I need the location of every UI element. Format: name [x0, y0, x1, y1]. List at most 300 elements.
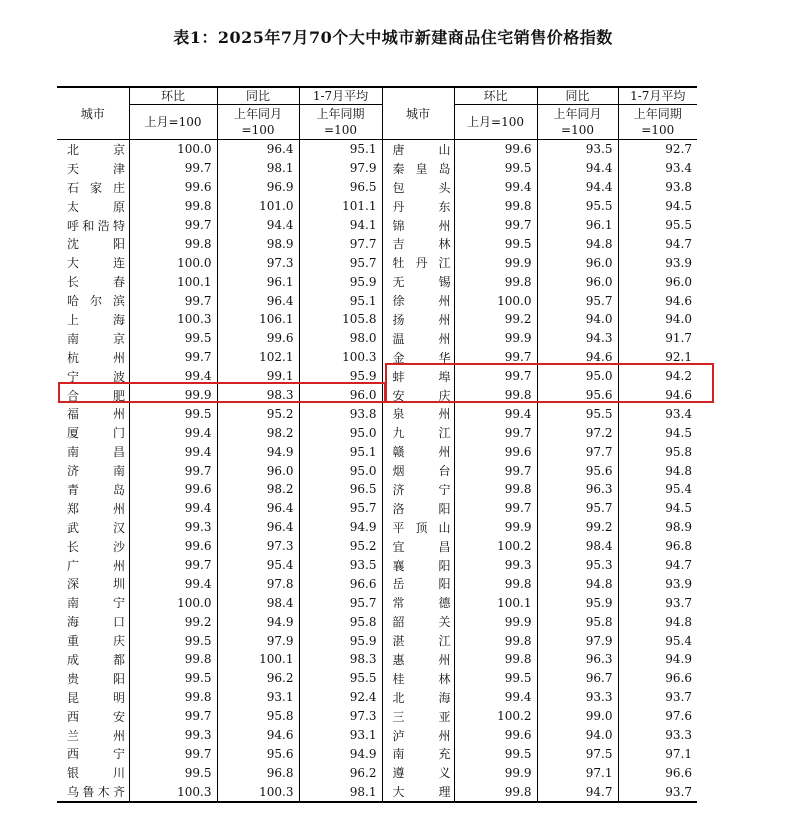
city-name: 洛阳: [392, 501, 451, 516]
avg-value-cell: 93.1: [299, 726, 382, 745]
city-name: 赣州: [392, 445, 451, 460]
table-row: [57, 442, 697, 461]
mom-column-header-left: 环比: [129, 87, 217, 105]
city-cell: [57, 291, 129, 310]
mom-value-cell: 99.5: [129, 404, 217, 423]
mom-value-cell: 100.2: [454, 537, 537, 556]
city-cell: [382, 556, 454, 575]
city-name: 金华: [392, 350, 451, 365]
avg-value-cell: 93.9: [618, 253, 697, 272]
city-cell: [382, 310, 454, 329]
avg-value-cell: 93.7: [618, 593, 697, 612]
city-cell: [57, 348, 129, 367]
mom-value-cell: 99.7: [454, 423, 537, 442]
yoy-value-cell: 96.0: [537, 253, 618, 272]
mom-value-cell: 100.0: [454, 291, 537, 310]
city-cell: [382, 763, 454, 782]
city-name: 牡丹江: [392, 256, 451, 271]
mom-value-cell: 99.7: [129, 707, 217, 726]
city-name: 合肥: [67, 388, 125, 403]
city-cell: [57, 329, 129, 348]
yoy-value-cell: 100.1: [217, 650, 299, 669]
avg-value-cell: 94.6: [618, 291, 697, 310]
city-name: 安庆: [392, 388, 451, 403]
table-row: [57, 253, 697, 272]
city-name: 无锡: [392, 275, 451, 290]
avg-value-cell: 96.6: [618, 763, 697, 782]
avg-value-cell: 93.7: [618, 782, 697, 802]
yoy-value-cell: 96.3: [537, 480, 618, 499]
avg-value-cell: 94.6: [618, 386, 697, 405]
yoy-value-cell: 94.9: [217, 442, 299, 461]
city-name: 韶关: [392, 615, 451, 630]
mom-value-cell: 100.0: [129, 593, 217, 612]
table-row: [57, 197, 697, 216]
city-name: 沈阳: [67, 237, 125, 252]
city-cell: [382, 291, 454, 310]
avg-value-cell: 94.2: [618, 367, 697, 386]
table-row: [57, 669, 697, 688]
mom-value-cell: 99.6: [129, 537, 217, 556]
avg-value-cell: 95.5: [618, 216, 697, 235]
city-cell: [57, 556, 129, 575]
yoy-value-cell: 98.2: [217, 423, 299, 442]
avg-value-cell: 91.7: [618, 329, 697, 348]
mom-value-cell: 99.7: [129, 291, 217, 310]
yoy-value-cell: 95.0: [537, 367, 618, 386]
avg-value-cell: 96.8: [618, 537, 697, 556]
city-cell: [57, 593, 129, 612]
yoy-value-cell: 95.6: [537, 386, 618, 405]
table-row: [57, 612, 697, 631]
city-name: 深圳: [67, 577, 125, 592]
city-name: 天津: [67, 161, 125, 176]
city-name: 桂林: [392, 671, 451, 686]
city-cell: [382, 461, 454, 480]
mom-value-cell: 99.5: [454, 669, 537, 688]
yoy-value-cell: 93.5: [537, 140, 618, 159]
mom-value-cell: 99.8: [129, 688, 217, 707]
city-cell: [382, 631, 454, 650]
mom-value-cell: 100.0: [129, 253, 217, 272]
mom-value-cell: 99.9: [454, 329, 537, 348]
mom-value-cell: 99.5: [129, 763, 217, 782]
table-row: [57, 329, 697, 348]
avg-value-cell: 98.3: [299, 650, 382, 669]
yoy-value-cell: 97.9: [537, 631, 618, 650]
mom-value-cell: 99.6: [454, 140, 537, 159]
city-name: 遵义: [392, 766, 451, 781]
city-name: 哈尔滨: [67, 294, 125, 309]
table-row: [57, 404, 697, 423]
avg-value-cell: 95.0: [299, 423, 382, 442]
mom-value-cell: 99.9: [454, 253, 537, 272]
table-row: [57, 178, 697, 197]
avg-value-cell: 94.5: [618, 197, 697, 216]
city-cell: [382, 442, 454, 461]
city-name: 重庆: [67, 634, 125, 649]
city-cell: [57, 782, 129, 802]
avg-value-cell: 97.6: [618, 707, 697, 726]
mom-value-cell: 99.8: [454, 574, 537, 593]
city-name: 武汉: [67, 520, 125, 535]
city-cell: [382, 688, 454, 707]
city-name: 烟台: [392, 464, 451, 479]
city-name: 杭州: [67, 350, 125, 365]
avg-value-cell: 96.6: [299, 574, 382, 593]
city-name: 惠州: [392, 652, 451, 667]
avg-value-cell: 94.8: [618, 612, 697, 631]
table-row: [57, 310, 697, 329]
city-cell: [382, 480, 454, 499]
mom-value-cell: 99.5: [129, 669, 217, 688]
mom-base-left: 上月=100: [129, 105, 217, 140]
mom-value-cell: 99.2: [454, 310, 537, 329]
city-cell: [57, 480, 129, 499]
yoy-value-cell: 96.0: [537, 272, 618, 291]
city-name: 大连: [67, 256, 125, 271]
table-row: [57, 707, 697, 726]
city-cell: [57, 726, 129, 745]
avg-value-cell: 93.4: [618, 404, 697, 423]
table-row: [57, 423, 697, 442]
city-name: 温州: [392, 331, 451, 346]
city-name: 徐州: [392, 294, 451, 309]
avg-value-cell: 95.5: [299, 669, 382, 688]
city-cell: [57, 234, 129, 253]
avg-value-cell: 98.0: [299, 329, 382, 348]
yoy-value-cell: 93.3: [537, 688, 618, 707]
city-cell: [382, 593, 454, 612]
mom-value-cell: 99.6: [454, 442, 537, 461]
city-cell: [57, 404, 129, 423]
city-name: 北京: [67, 142, 125, 157]
city-cell: [382, 537, 454, 556]
city-name: 秦皇岛: [392, 161, 451, 176]
yoy-value-cell: 95.5: [537, 197, 618, 216]
yoy-value-cell: 99.6: [217, 329, 299, 348]
avg-value-cell: 93.7: [618, 688, 697, 707]
avg-value-cell: 95.2: [299, 537, 382, 556]
avg-value-cell: 95.9: [299, 631, 382, 650]
avg-value-cell: 96.0: [299, 386, 382, 405]
mom-value-cell: 99.4: [129, 367, 217, 386]
avg-value-cell: 97.7: [299, 234, 382, 253]
city-cell: [57, 688, 129, 707]
city-name: 银川: [67, 766, 125, 781]
mom-value-cell: 99.8: [454, 272, 537, 291]
city-name: 湛江: [392, 634, 451, 649]
mom-value-cell: 99.4: [454, 404, 537, 423]
avg-value-cell: 96.0: [618, 272, 697, 291]
yoy-value-cell: 96.2: [217, 669, 299, 688]
city-cell: [57, 650, 129, 669]
yoy-value-cell: 94.8: [537, 574, 618, 593]
mom-value-cell: 99.8: [454, 782, 537, 802]
city-name: 厦门: [67, 426, 125, 441]
yoy-value-cell: 94.7: [537, 782, 618, 802]
avg-value-cell: 95.1: [299, 291, 382, 310]
city-name: 南昌: [67, 445, 125, 460]
city-name: 大理: [392, 785, 451, 800]
city-name: 北海: [392, 690, 451, 705]
yoy-value-cell: 95.5: [537, 404, 618, 423]
city-name: 泸州: [392, 728, 451, 743]
avg-value-cell: 97.3: [299, 707, 382, 726]
yoy-value-cell: 97.1: [537, 763, 618, 782]
city-cell: [57, 461, 129, 480]
table-row: [57, 234, 697, 253]
yoy-value-cell: 96.1: [217, 272, 299, 291]
mom-value-cell: 100.1: [454, 593, 537, 612]
city-cell: [382, 499, 454, 518]
avg-value-cell: 105.8: [299, 310, 382, 329]
yoy-value-cell: 94.8: [537, 234, 618, 253]
city-name: 上海: [67, 312, 125, 327]
yoy-value-cell: 96.7: [537, 669, 618, 688]
city-name: 平顶山: [392, 520, 451, 535]
city-name: 南宁: [67, 596, 125, 611]
table-row: [57, 688, 697, 707]
yoy-value-cell: 99.0: [537, 707, 618, 726]
yoy-value-cell: 96.9: [217, 178, 299, 197]
table-row: [57, 291, 697, 310]
city-cell: [382, 745, 454, 764]
city-name: 唐山: [392, 142, 451, 157]
city-cell: [57, 310, 129, 329]
yoy-value-cell: 96.4: [217, 499, 299, 518]
mom-value-cell: 100.2: [454, 707, 537, 726]
city-cell: [382, 140, 454, 159]
city-cell: [57, 216, 129, 235]
avg-value-cell: 94.8: [618, 461, 697, 480]
avg-value-cell: 97.1: [618, 745, 697, 764]
mom-value-cell: 99.8: [129, 197, 217, 216]
yoy-base-left: 上年同月 =100: [217, 105, 299, 140]
yoy-value-cell: 95.3: [537, 556, 618, 575]
city-cell: [382, 726, 454, 745]
mom-value-cell: 99.7: [129, 461, 217, 480]
avg-value-cell: 97.9: [299, 159, 382, 178]
avg-column-header-left: 1-7月平均: [299, 87, 382, 105]
table-row: [57, 782, 697, 802]
yoy-value-cell: 94.4: [217, 216, 299, 235]
mom-value-cell: 99.5: [454, 159, 537, 178]
mom-value-cell: 99.8: [454, 386, 537, 405]
mom-value-cell: 99.7: [129, 348, 217, 367]
avg-value-cell: 96.6: [618, 669, 697, 688]
yoy-value-cell: 102.1: [217, 348, 299, 367]
mom-value-cell: 99.4: [454, 178, 537, 197]
avg-value-cell: 93.9: [618, 574, 697, 593]
mom-value-cell: 99.3: [129, 726, 217, 745]
city-name: 包头: [392, 180, 451, 195]
yoy-value-cell: 94.4: [537, 178, 618, 197]
yoy-value-cell: 99.2: [537, 518, 618, 537]
city-cell: [382, 650, 454, 669]
yoy-value-cell: 98.2: [217, 480, 299, 499]
table-row: [57, 745, 697, 764]
yoy-value-cell: 97.8: [217, 574, 299, 593]
city-name: 长沙: [67, 539, 125, 554]
table-row: [57, 650, 697, 669]
yoy-value-cell: 94.0: [537, 726, 618, 745]
mom-value-cell: 99.3: [129, 518, 217, 537]
mom-value-cell: 99.8: [129, 650, 217, 669]
city-name: 蚌埠: [392, 369, 451, 384]
city-name: 太原: [67, 199, 125, 214]
city-name: 襄阳: [392, 558, 451, 573]
table-row: [57, 216, 697, 235]
yoy-value-cell: 96.1: [537, 216, 618, 235]
city-name: 广州: [67, 558, 125, 573]
yoy-value-cell: 97.5: [537, 745, 618, 764]
table-row: [57, 593, 697, 612]
yoy-value-cell: 96.4: [217, 291, 299, 310]
city-name: 泉州: [392, 407, 451, 422]
mom-value-cell: 99.7: [129, 159, 217, 178]
avg-value-cell: 95.9: [299, 272, 382, 291]
table-row: [57, 631, 697, 650]
avg-value-cell: 95.1: [299, 442, 382, 461]
mom-value-cell: 99.5: [454, 745, 537, 764]
mom-value-cell: 99.8: [454, 197, 537, 216]
city-cell: [57, 707, 129, 726]
avg-value-cell: 95.9: [299, 367, 382, 386]
yoy-value-cell: 98.9: [217, 234, 299, 253]
city-cell: [57, 537, 129, 556]
mom-value-cell: 99.5: [454, 234, 537, 253]
city-cell: [382, 159, 454, 178]
mom-value-cell: 99.7: [454, 367, 537, 386]
yoy-value-cell: 95.9: [537, 593, 618, 612]
city-cell: [57, 518, 129, 537]
avg-value-cell: 93.5: [299, 556, 382, 575]
yoy-column-header-left: 同比: [217, 87, 299, 105]
yoy-value-cell: 95.6: [217, 745, 299, 764]
city-cell: [382, 404, 454, 423]
city-name: 扬州: [392, 312, 451, 327]
city-cell: [382, 669, 454, 688]
avg-value-cell: 98.9: [618, 518, 697, 537]
city-name: 三亚: [392, 709, 451, 724]
city-cell: [57, 272, 129, 291]
city-cell: [57, 631, 129, 650]
city-name: 海口: [67, 615, 125, 630]
mom-value-cell: 99.9: [454, 518, 537, 537]
avg-value-cell: 98.1: [299, 782, 382, 802]
city-name: 石家庄: [67, 180, 125, 195]
yoy-column-header-right: 同比: [537, 87, 618, 105]
mom-value-cell: 99.5: [129, 329, 217, 348]
avg-base-right: 上年同期 =100: [618, 105, 697, 140]
city-cell: [382, 272, 454, 291]
mom-value-cell: 99.4: [129, 574, 217, 593]
city-cell: [57, 612, 129, 631]
city-cell: [382, 234, 454, 253]
yoy-value-cell: 98.3: [217, 386, 299, 405]
yoy-value-cell: 100.3: [217, 782, 299, 802]
yoy-value-cell: 99.1: [217, 367, 299, 386]
mom-value-cell: 99.8: [129, 234, 217, 253]
city-cell: [57, 442, 129, 461]
city-name: 青岛: [67, 482, 125, 497]
yoy-value-cell: 95.6: [537, 461, 618, 480]
avg-value-cell: 94.9: [299, 745, 382, 764]
mom-value-cell: 99.7: [454, 216, 537, 235]
avg-value-cell: 93.8: [618, 178, 697, 197]
table-row: [57, 159, 697, 178]
avg-value-cell: 96.2: [299, 763, 382, 782]
city-cell: [382, 178, 454, 197]
city-column-header-right: 城市: [382, 87, 454, 140]
yoy-value-cell: 97.9: [217, 631, 299, 650]
yoy-value-cell: 98.1: [217, 159, 299, 178]
yoy-value-cell: 95.7: [537, 291, 618, 310]
city-name: 西宁: [67, 747, 125, 762]
city-cell: [382, 574, 454, 593]
city-name: 吉林: [392, 237, 451, 252]
city-name: 宁波: [67, 369, 125, 384]
mom-value-cell: 99.8: [454, 631, 537, 650]
city-name: 常德: [392, 596, 451, 611]
yoy-value-cell: 98.4: [217, 593, 299, 612]
mom-value-cell: 99.8: [454, 480, 537, 499]
city-cell: [382, 197, 454, 216]
yoy-value-cell: 95.4: [217, 556, 299, 575]
mom-value-cell: 99.9: [454, 763, 537, 782]
avg-value-cell: 94.1: [299, 216, 382, 235]
avg-value-cell: 94.5: [618, 499, 697, 518]
table-row: [57, 480, 697, 499]
table-row: [57, 537, 697, 556]
avg-value-cell: 94.5: [618, 423, 697, 442]
yoy-value-cell: 96.8: [217, 763, 299, 782]
city-cell: [382, 518, 454, 537]
avg-value-cell: 93.3: [618, 726, 697, 745]
table-row: [57, 499, 697, 518]
avg-value-cell: 94.7: [618, 234, 697, 253]
city-name: 锦州: [392, 218, 451, 233]
city-cell: [57, 178, 129, 197]
city-name: 丹东: [392, 199, 451, 214]
yoy-value-cell: 106.1: [217, 310, 299, 329]
city-name: 南充: [392, 747, 451, 762]
avg-value-cell: 94.0: [618, 310, 697, 329]
city-name: 长春: [67, 275, 125, 290]
price-index-table: [57, 86, 697, 803]
avg-value-cell: 96.5: [299, 480, 382, 499]
mom-value-cell: 100.1: [129, 272, 217, 291]
mom-value-cell: 99.4: [129, 442, 217, 461]
city-column-header-left: 城市: [80, 106, 105, 121]
yoy-value-cell: 97.3: [217, 253, 299, 272]
city-cell: [57, 423, 129, 442]
city-name: 兰州: [67, 728, 125, 743]
avg-value-cell: 96.5: [299, 178, 382, 197]
city-name: 福州: [67, 407, 125, 422]
yoy-value-cell: 95.8: [537, 612, 618, 631]
yoy-value-cell: 94.6: [537, 348, 618, 367]
mom-value-cell: 99.8: [454, 650, 537, 669]
mom-value-cell: 99.7: [454, 461, 537, 480]
city-name: 西安: [67, 709, 125, 724]
city-cell: [382, 782, 454, 802]
avg-value-cell: 95.0: [299, 461, 382, 480]
mom-value-cell: 99.6: [129, 480, 217, 499]
yoy-value-cell: 96.4: [217, 518, 299, 537]
yoy-value-cell: 101.0: [217, 197, 299, 216]
